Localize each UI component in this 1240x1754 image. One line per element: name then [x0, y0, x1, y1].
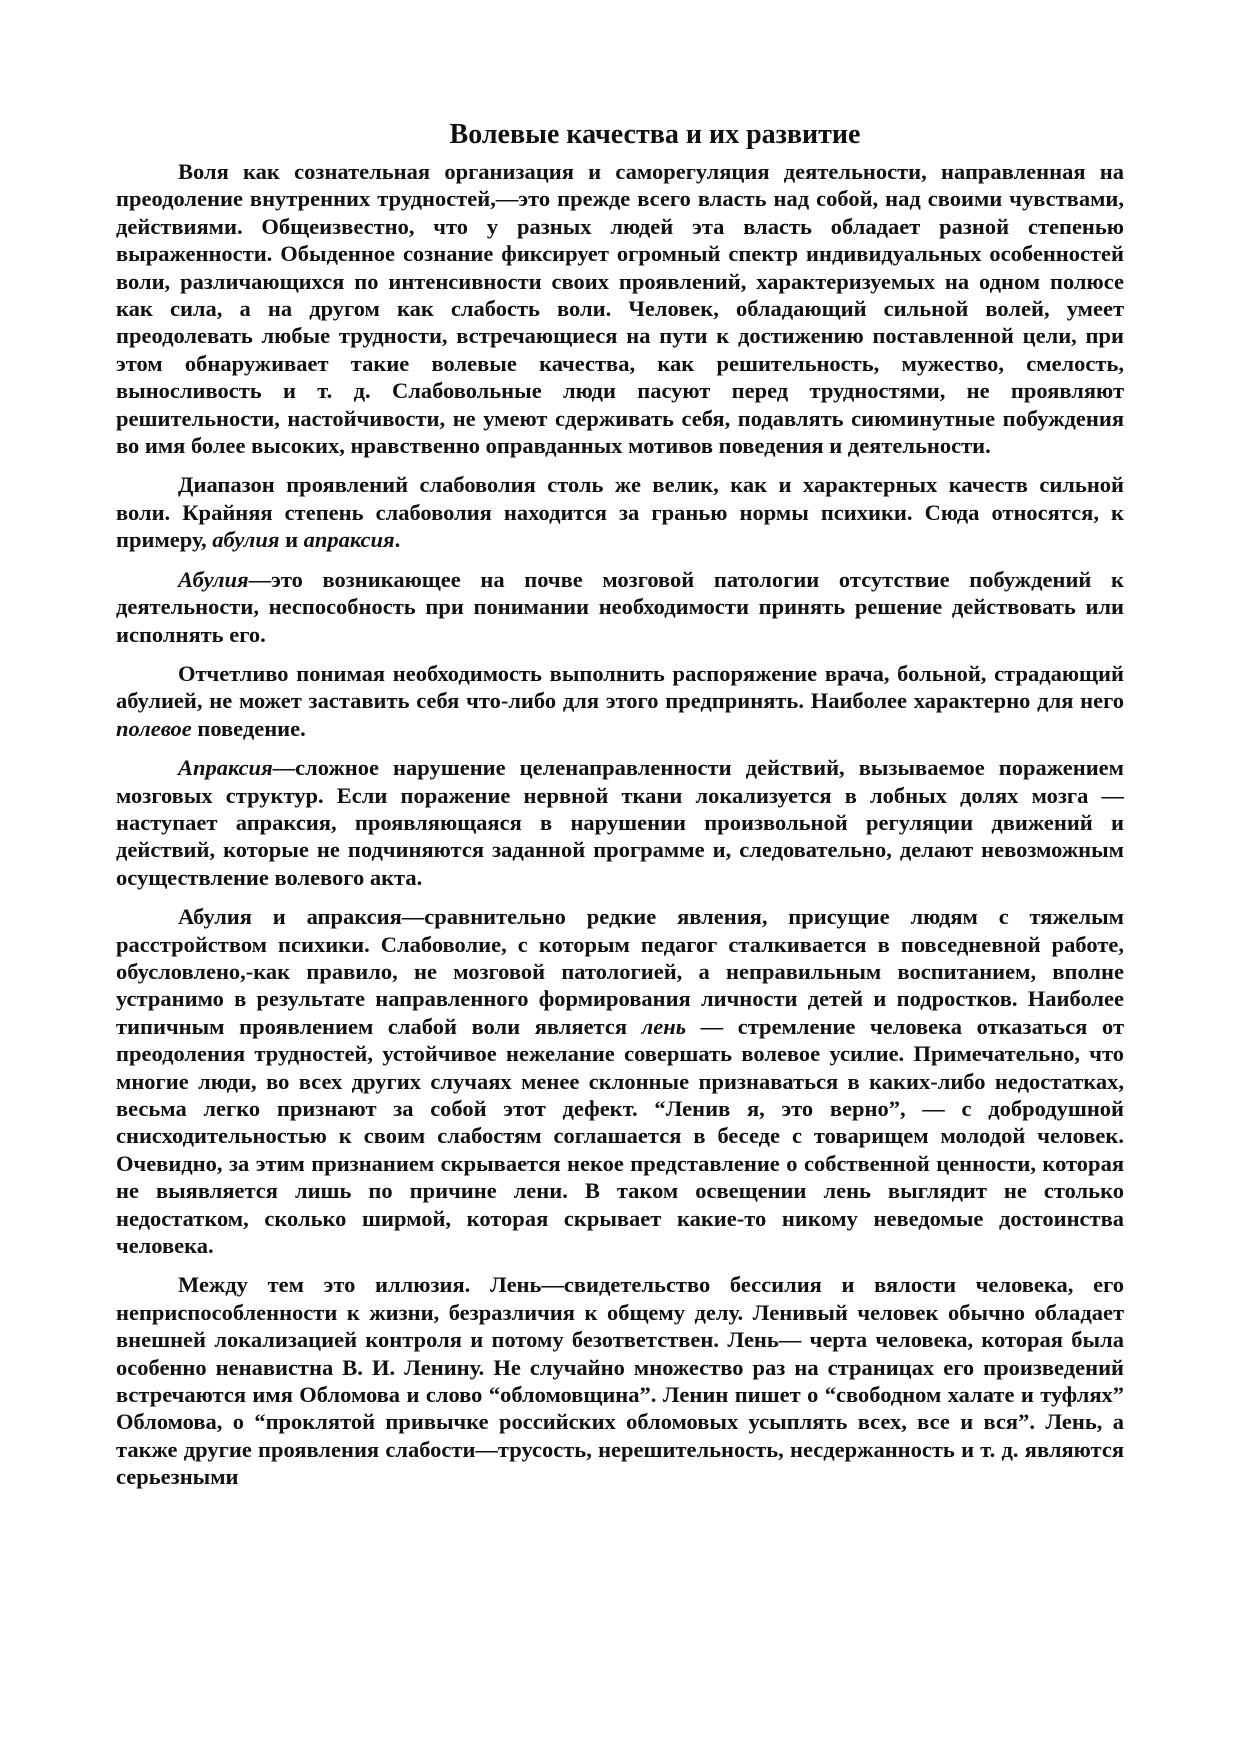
paragraph-text: и — [279, 527, 304, 553]
paragraph-laziness — [116, 903, 1124, 1259]
paragraph-text: . — [394, 527, 401, 553]
paragraph-weak-will-range — [116, 471, 1124, 553]
paragraph-text: Диапазон проявлений слабоволия столь же велик, как и характерных качеств сильной воли. Крайняя степень слабоволия находится за гранью нормы психики. Сюда относятся, к примеру, — [116, 472, 1124, 553]
paragraph-text: Абулия и апраксия—сравнительно редкие явления, присущие людям с тяжелым расстройством психики. Слабоволие, с которым педагог сталкивается в повседневной работе, обусловлено,-как правило, не мозговой патологией, а неправильным воспитанием, вполне устранимо в результате направленного формирования личности детей и подростков. Наиболее типичным проявлением слабой воли является — [116, 904, 1124, 1039]
paragraph-text: —это возникающее на почве мозговой патологии отсутствие побуждений к деятельности, неспособность при понимании необходимости принять решение действовать или исполнять его. — [116, 566, 1124, 647]
term-abulia: абулия — [212, 527, 280, 553]
term-apraxia: апраксия — [303, 527, 395, 553]
paragraph-illusion — [116, 1271, 1124, 1490]
term-abulia: Абулия — [178, 566, 249, 592]
paragraph-text: поведение. — [191, 715, 306, 741]
term-apraxia: Апраксия — [178, 755, 273, 781]
paragraph-text: Между тем это иллюзия. Лень—свидетельство бессилия и вялости человека, его неприспособленности к жизни, безразличия к общему делу. Ленивый человек обычно обладает внешней локализацией контроля и потому безответствен. Лень— черта человека, которая была особенно ненавистна В. И. Ленину. Не случайно множество раз на страницах его произведений встречаются имя Обломова и слово “обломовщина”. Ленин пишет о “свободном халате и туфлях” Обломова, о “проклятой привычке российских обломовых усыплять всех, все и вся”. Лень, а также другие проявления слабости—трусость, нерешительность, несдержанность и т. д. являются серьезными — [116, 1272, 1124, 1490]
paragraph-text: —сложное нарушение целенаправленности действий, вызываемое поражением мозговых структур. Если поражение нервной ткани локализуется в лобных долях мозга — наступает апраксия, проявляющаяся в нарушении произвольной регуляции движений и действий, которые не подчиняются заданной программе и, следовательно, делают невозможным осуществление волевого акта. — [116, 755, 1124, 890]
document-title: Волевые качества и их развитие — [449, 119, 861, 150]
paragraph-text: — стремление человека отказаться от преодоления трудностей, устойчивое нежелание совершать волевое усилие. Примечательно, что многие люди, во всех других случаях менее склонные признаваться в каких-либо недостатках, весьма легко признают за собой этот дефект. “Ленив я, это верно”, — с добродушной снисходительностью к своим слабостям соглашается в беседе с товарищем молодой человек. Очевидно, за этим признанием скрывается некое представление о собственной ценности, которая не выявляется лишь по причине лени. В таком освещении лень выглядит не столько недостатком, сколько ширмой, которая скрывает какие-то никому неведомые достоинства человека. — [116, 1013, 1124, 1259]
paragraph-text: Отчетливо понимая необходимость выполнить распоряжение врача, больной, страдающий абулией, не может заставить себя что-либо для этого предпринять. Наиболее характерно для него — [116, 660, 1124, 714]
paragraph-abulia-example — [116, 660, 1124, 742]
paragraph-abulia-definition — [116, 566, 1124, 648]
term-field-behavior: полевое — [116, 715, 192, 741]
term-laziness: лень — [641, 1013, 686, 1039]
paragraph-apraxia-definition — [116, 754, 1124, 891]
paragraph-will-definition — [116, 158, 1124, 459]
paragraph-text: Воля как сознательная организация и саморегуляция деятельности, направленная на преодоление внутренних трудностей,—это прежде всего власть над собой, над своими чувствами, действиями. Общеизвестно, что у разных людей эта власть обладает разной степенью выраженности. Обыденное сознание фиксирует огромный спектр индивидуальных особенностей воли, различающихся по интенсивности своих проявлений, характеризуемых на одном полюсе как сила, а на другом как слабость воли. Человек, обладающий сильной волей, умеет преодолевать любые трудности, встречающиеся на пути к достижению поставленной цели, при этом обнаруживает такие волевые качества, как решительность, мужество, смелость, выносливость и т. д. Слабовольные люди пасуют перед трудностями, не проявляют решительности, настойчивости, не умеют сдерживать себя, подавлять сиюминутные побуждения во имя более высоких, нравственно оправданных мотивов поведения и деятельности. — [116, 159, 1124, 459]
